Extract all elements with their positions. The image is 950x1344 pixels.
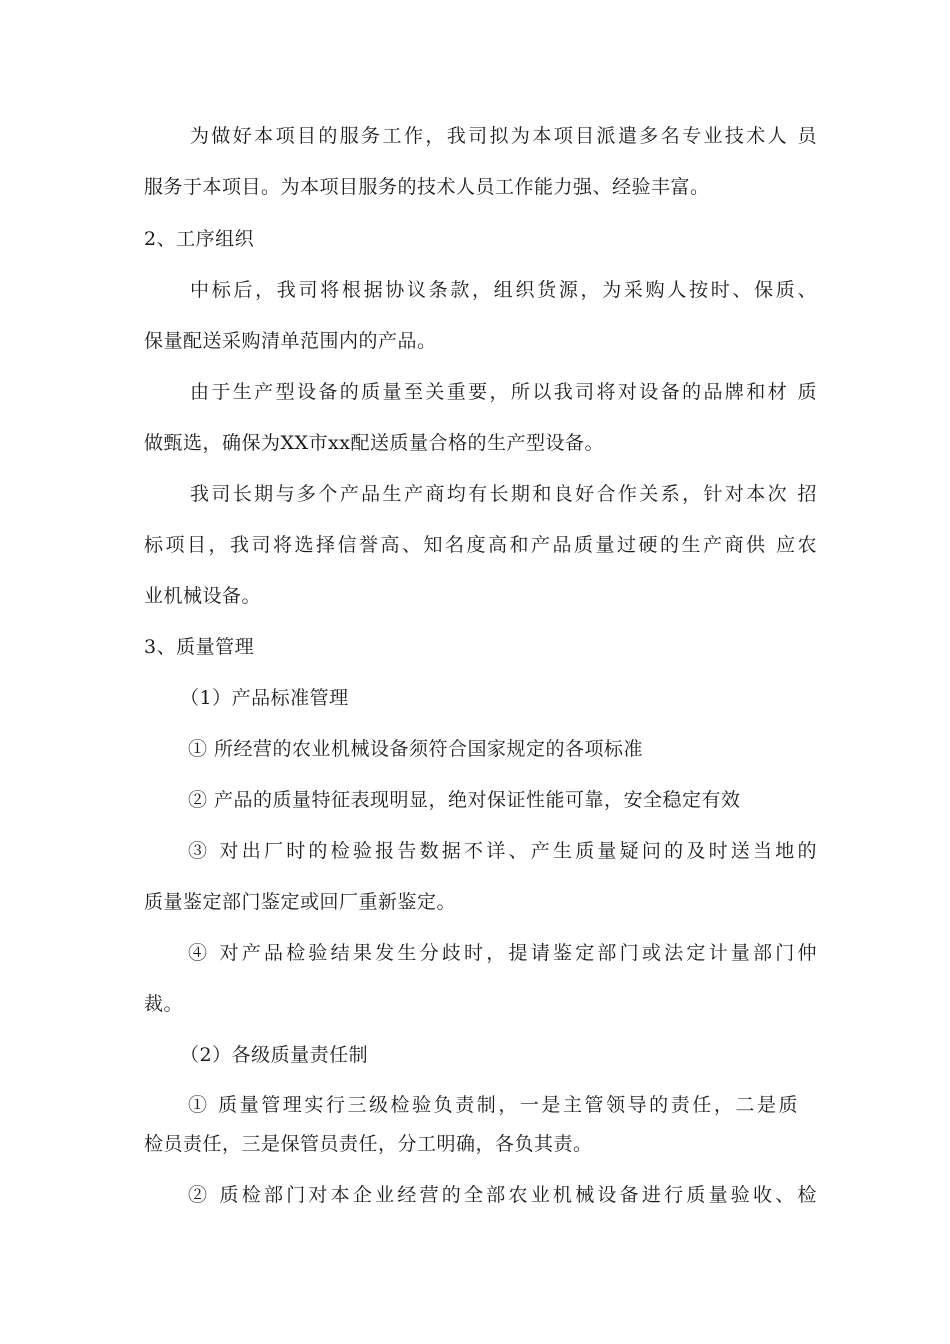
- paragraph-line: 裁。: [144, 993, 184, 1015]
- list-item: ② 质检部门对本企业经营的全部农业机械设备进行质量验收、检: [188, 1184, 817, 1206]
- list-item: ① 质量管理实行三级检验负责制，一是主管领导的责任，二是质: [188, 1094, 798, 1116]
- paragraph-line: 服务于本项目。为本项目服务的技术人员工作能力强、经验丰富。: [144, 176, 710, 198]
- paragraph-line: 由于生产型设备的质量至关重要，所以我司将对设备的品牌和材 质: [190, 381, 817, 403]
- paragraph-line: 我司长期与多个产品生产商均有长期和良好合作关系，针对本次 招: [190, 483, 817, 505]
- paragraph-line: 检员责任，三是保管员责任，分工明确，各负其责。: [144, 1133, 593, 1155]
- paragraph-line: 做甄选，确保为XX市xx配送质量合格的生产型设备。: [144, 432, 604, 454]
- paragraph-line: 标项目，我司将选择信誉高、知名度高和产品质量过硬的生产商供 应农: [144, 534, 817, 556]
- list-item: ① 所经营的农业机械设备须符合国家规定的各项标准: [188, 738, 644, 760]
- paragraph-line: 业机械设备。: [144, 585, 262, 607]
- paragraph-line: 中标后，我司将根据协议条款，组织货源，为采购人按时、保质、: [190, 279, 817, 301]
- list-item: ③ 对出厂时的检验报告数据不详、产生质量疑问的及时送当地的: [188, 840, 817, 862]
- subsection-heading: （1）产品标准管理: [180, 687, 349, 709]
- subsection-heading: （2）各级质量责任制: [180, 1044, 369, 1066]
- list-item: ④ 对产品检验结果发生分歧时，提请鉴定部门或法定计量部门仲: [188, 942, 817, 964]
- paragraph-line: 为做好本项目的服务工作，我司拟为本项目派遣多名专业技术人 员: [190, 125, 817, 147]
- list-item: ② 产品的质量特征表现明显，绝对保证性能可靠，安全稳定有效: [188, 789, 741, 811]
- paragraph-line: 质量鉴定部门鉴定或回厂重新鉴定。: [144, 891, 457, 913]
- section-heading: 2、工序组织: [144, 228, 255, 250]
- section-heading: 3、质量管理: [144, 636, 255, 658]
- paragraph-line: 保量配送采购清单范围内的产品。: [144, 330, 437, 352]
